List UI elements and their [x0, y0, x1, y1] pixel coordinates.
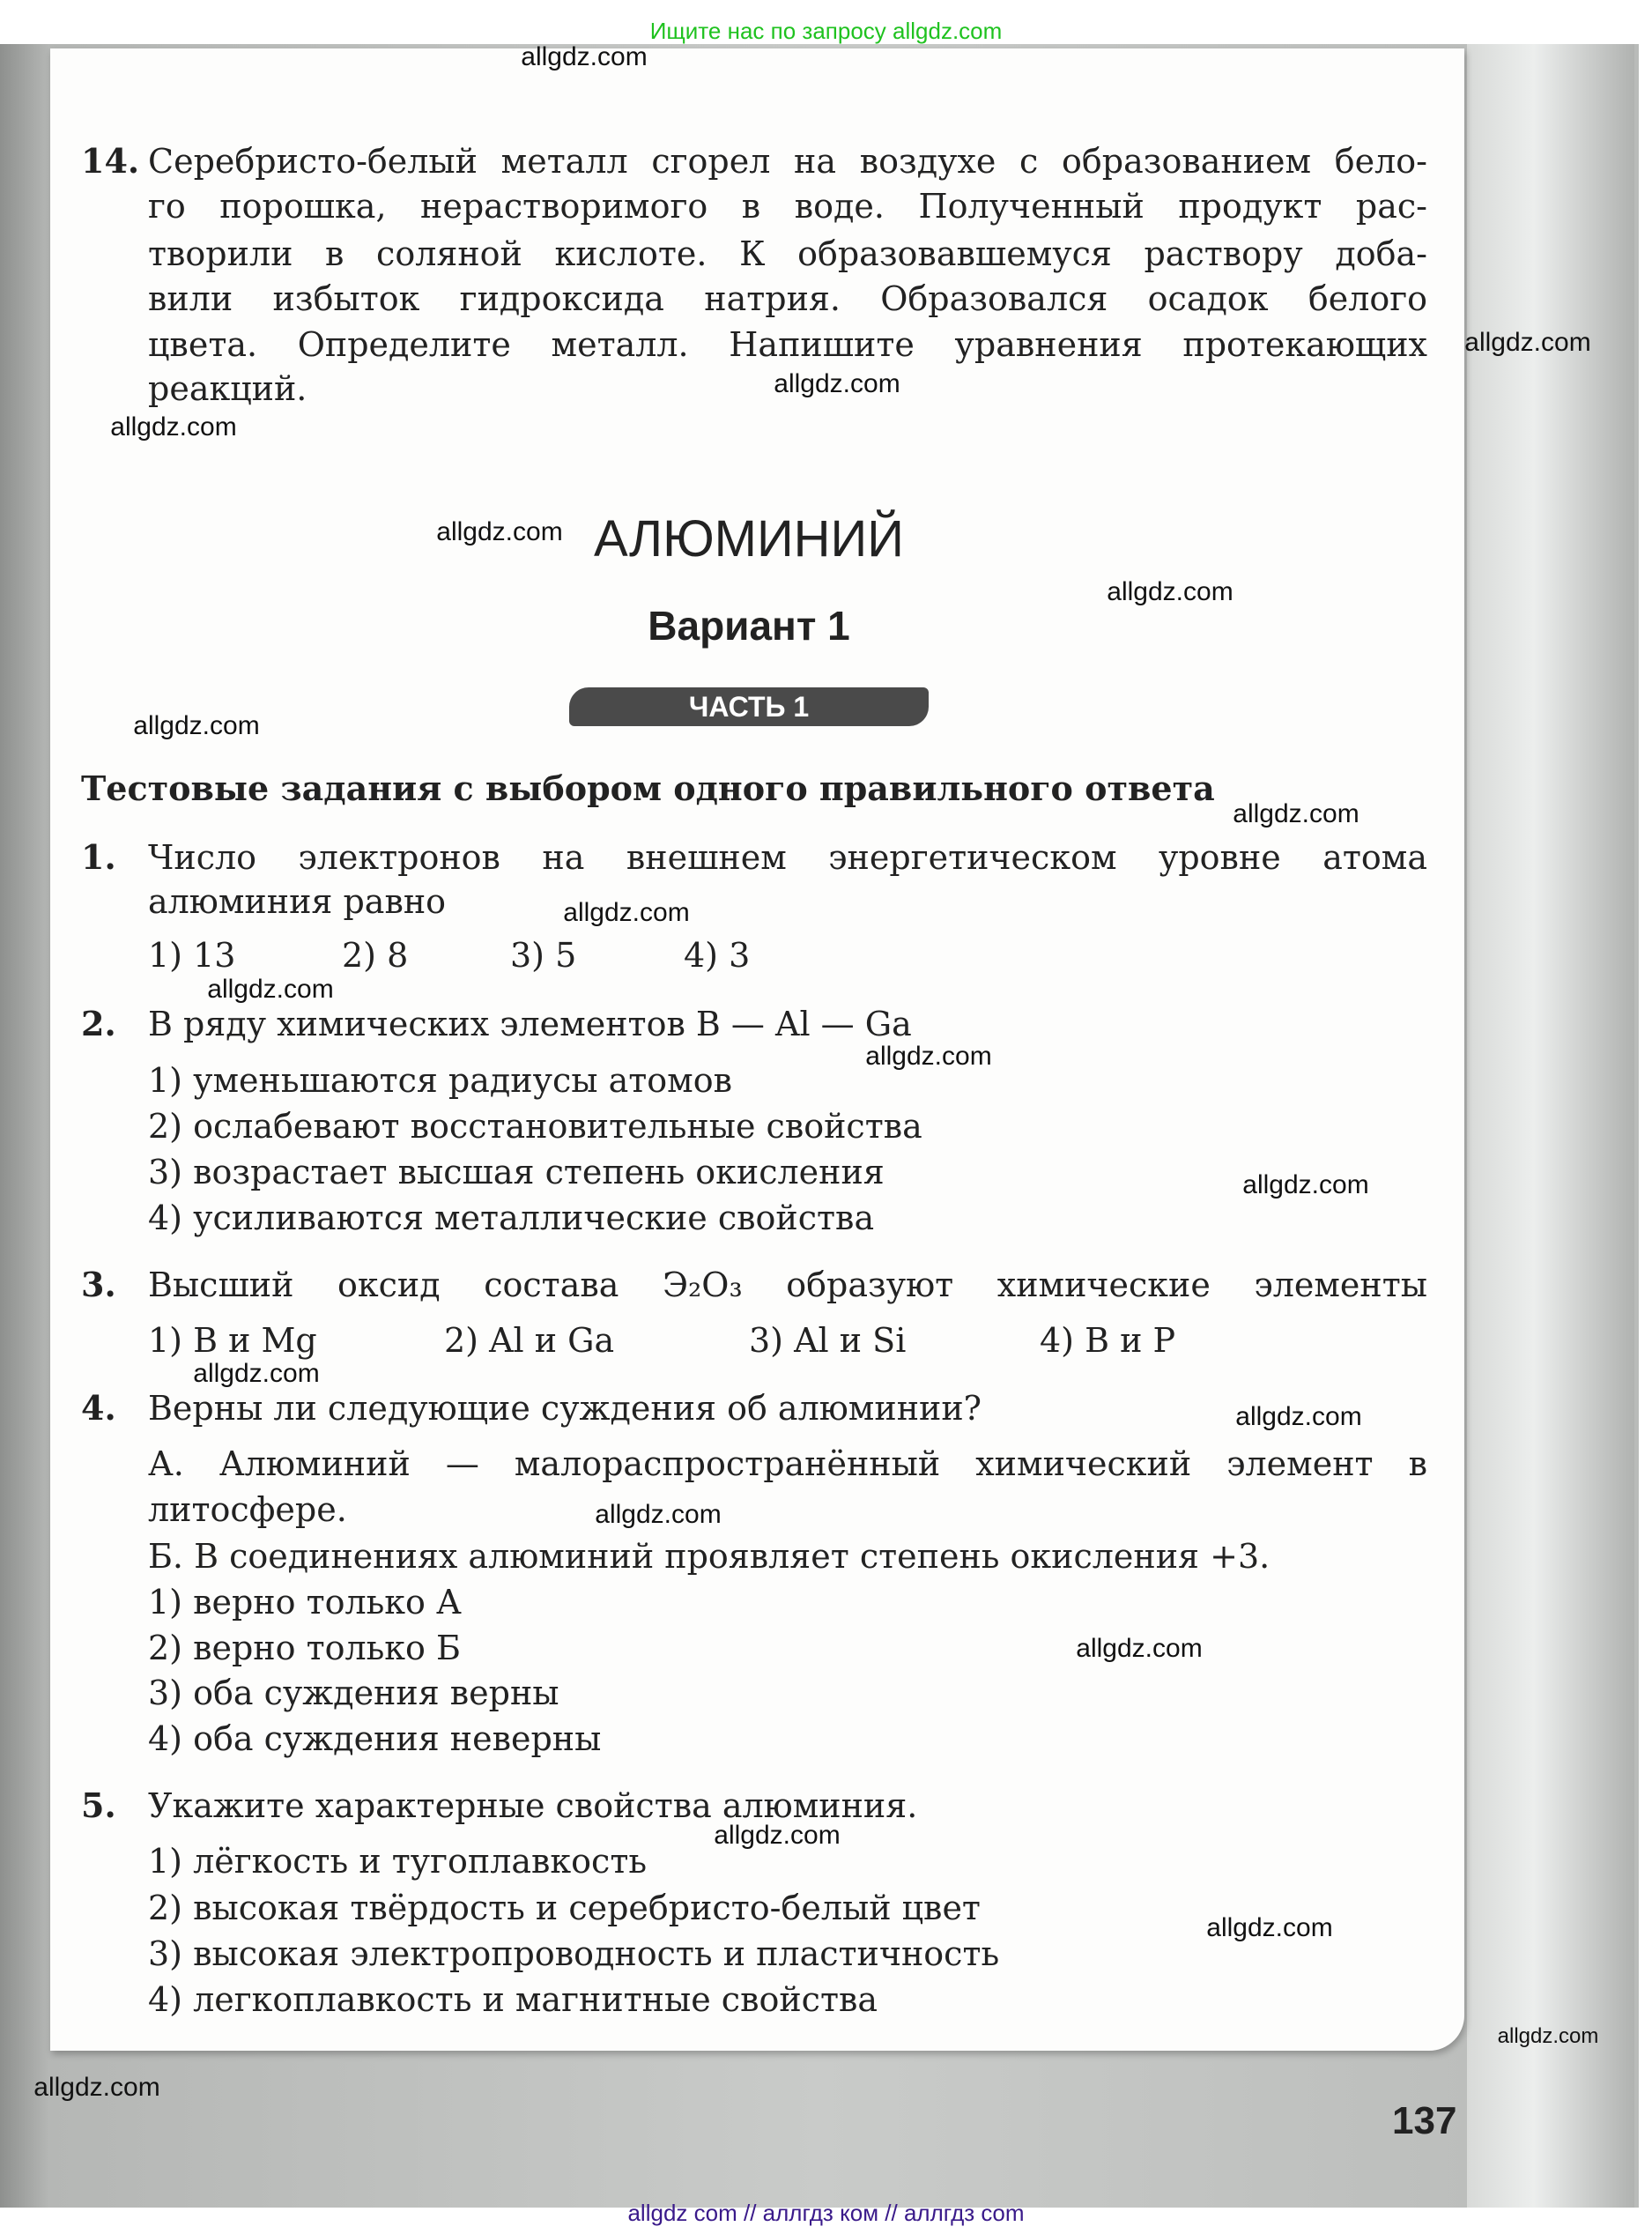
answer-option: 1) B и Mg: [148, 1321, 317, 1360]
watermark: allgdz.com: [865, 1042, 992, 1071]
part-banner: ЧАСТЬ 1: [569, 687, 929, 726]
answer-option: 3) Al и Si: [749, 1321, 907, 1360]
watermark: allgdz.com: [207, 975, 334, 1004]
watermark: allgdz.com: [110, 412, 237, 442]
watermark: allgdz.com: [193, 1359, 320, 1388]
footer-banner: allgdz com // аллгдз ком // аллгдз com: [627, 2200, 1025, 2226]
watermark: allgdz.com: [1242, 1170, 1369, 1199]
answer-option: 1) верно только А: [148, 1583, 462, 1622]
next-page-edge: [1467, 44, 1634, 2208]
answer-option: 1) лёгкость и тугоплавкость: [148, 1842, 648, 1881]
answer-option: 2) Al и Ga: [444, 1321, 615, 1360]
q14-line: го порошка, нерастворимого в воде. Полученный продукт рас-: [148, 187, 1427, 226]
watermark: allgdz.com: [1235, 1402, 1362, 1431]
watermark: allgdz.com: [1107, 577, 1233, 606]
watermark: allgdz.com: [595, 1500, 722, 1529]
q14-line: реакций.: [148, 369, 307, 408]
watermark: allgdz.com: [774, 369, 900, 398]
answer-option: 1) уменьшаются радиусы атомов: [148, 1061, 732, 1100]
q1-text: алюминия равно: [148, 882, 447, 921]
q1-text: Число электронов на внешнем энергетическом уровне атома: [148, 838, 1427, 877]
question-number: 14.: [81, 141, 140, 181]
variant-title: Вариант 1: [648, 603, 850, 649]
question-number: 5.: [81, 1785, 116, 1825]
answer-option: 3) высокая электропроводность и пластичность: [148, 1934, 1000, 1973]
section-title: АЛЮМИНИЙ: [594, 510, 904, 568]
watermark: allgdz.com: [563, 898, 690, 927]
watermark: allgdz.com: [436, 517, 563, 546]
watermark: allgdz.com: [133, 711, 260, 740]
answer-option: 3) 5: [510, 936, 577, 975]
q3-text: Высший оксид состава Э₂О₃ образуют химические элементы: [148, 1265, 1427, 1304]
watermark: allgdz.com: [33, 2073, 160, 2102]
watermark: allgdz.com: [1497, 2024, 1599, 2048]
q5-text: Укажите характерные свойства алюминия.: [148, 1786, 918, 1825]
watermark: allgdz.com: [1206, 1913, 1333, 1942]
answer-option: 2) верно только Б: [148, 1629, 461, 1667]
search-banner: Ищите нас по запросу allgdz.com: [649, 18, 1003, 44]
answer-option: 2) ослабевают восстановительные свойства: [148, 1107, 922, 1146]
q14-line: цвета. Определите металл. Напишите уравнения протекающих: [148, 325, 1427, 364]
q14-line: творили в соляной кислоте. К образовавшемуся раствору доба-: [148, 234, 1427, 273]
tasks-heading: Тестовые задания с выбором одного правильного ответа: [81, 768, 1215, 808]
q14-line: Серебристо-белый металл сгорел на воздухе с образованием бело-: [148, 142, 1427, 181]
answer-option: 4) 3: [684, 936, 751, 975]
watermark: allgdz.com: [1233, 799, 1359, 828]
watermark: allgdz.com: [1464, 328, 1591, 357]
answer-option: 4) B и P: [1040, 1321, 1176, 1360]
answer-option: 2) 8: [342, 936, 409, 975]
question-number: 4.: [81, 1388, 116, 1428]
watermark: allgdz.com: [521, 42, 648, 71]
q2-text: В ряду химических элементов B — Al — Ga: [148, 1005, 912, 1043]
q4-text: Верны ли следующие суждения об алюминии?: [148, 1389, 982, 1428]
answer-option: 3) оба суждения верны: [148, 1674, 559, 1712]
page-number: 137: [1392, 2099, 1457, 2142]
question-number: 1.: [81, 837, 116, 877]
statement-b: Б. В соединениях алюминий проявляет степень окисления +3.: [148, 1537, 1270, 1576]
answer-option: 4) легкоплавкость и магнитные свойства: [148, 1980, 878, 2019]
question-number: 3.: [81, 1265, 116, 1304]
question-number: 2.: [81, 1004, 116, 1043]
q14-line: вили избыток гидроксида натрия. Образовался осадок белого: [148, 279, 1427, 318]
answer-option: 3) возрастает высшая степень окисления: [148, 1153, 885, 1191]
answer-option: 1) 13: [148, 936, 236, 975]
answer-option: 4) усиливаются металлические свойства: [148, 1199, 875, 1237]
watermark: allgdz.com: [714, 1821, 841, 1850]
statement-a: А. Алюминий — малораспространённый химический элемент в: [148, 1444, 1427, 1483]
answer-option: 2) высокая твёрдость и серебристо-белый цвет: [148, 1889, 981, 1927]
watermark: allgdz.com: [1076, 1634, 1203, 1663]
statement-a: литосфере.: [148, 1490, 347, 1529]
answer-option: 4) оба суждения неверны: [148, 1719, 602, 1758]
